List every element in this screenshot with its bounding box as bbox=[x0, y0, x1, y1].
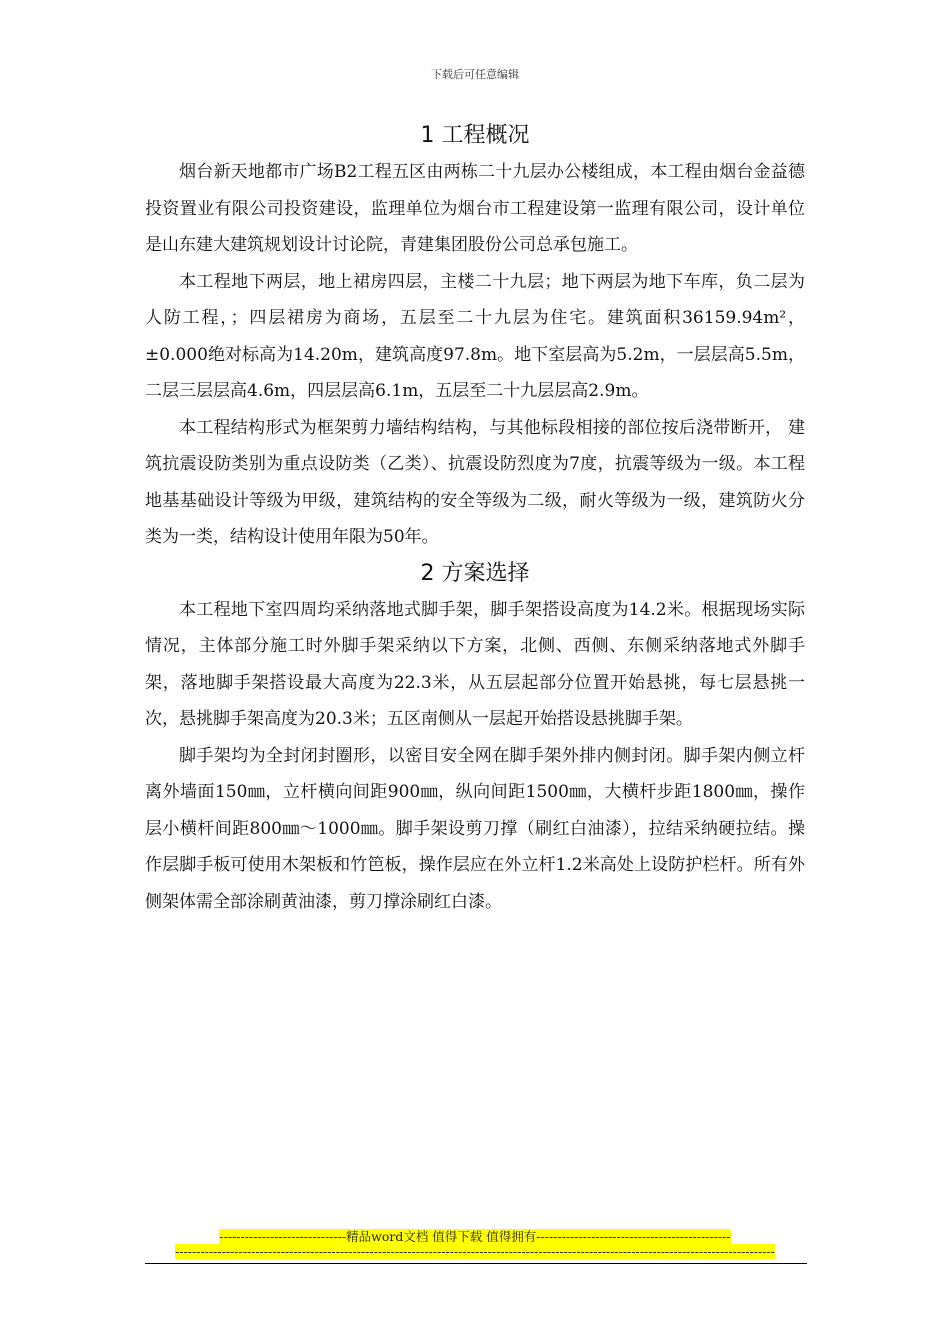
paragraph: 脚手架均为全封闭封圈形，以密目安全网在脚手架外排内侧封闭。脚手架内侧立杆离外墙面150㎜，立杆横向间距900㎜，纵向间距1500㎜，大横杆步距1800㎜，操作层小横杆间距800㎜～1000㎜。脚手架设剪刀撑（刷红白油漆），拉结采纳硬拉结。操作层脚手板可使用木架板和竹笆板，操作层应在外立杆1.2米高处上设防护栏杆。所有外侧架体需全部涂刷黄油漆，剪刀撑涂刷红白漆。 bbox=[145, 745, 805, 912]
paragraph: 本工程结构形式为框架剪力墙结构结构，与其他标段相接的部位按后浇带断开， 建筑抗震设防类别为重点设防类（乙类）、抗震设防烈度为7度，抗震等级为一级。本工程地基基础设计等级为甲级，建筑结构的安全等级为二级，耐火等级为一级，建筑防火分类为一类，结构设计使用年限为50年。 bbox=[145, 417, 805, 547]
footer-banner-dashes bbox=[0, 1244, 950, 1259]
section-title: 2 方案选择 bbox=[420, 560, 530, 586]
footer-banner-dash-line: ---------------------------------------------------------------------------------------------------------------------------------------------- bbox=[175, 1244, 775, 1259]
footer-banner bbox=[0, 1229, 950, 1244]
section-plan-selection bbox=[145, 556, 805, 921]
document-body bbox=[145, 118, 805, 920]
footer-banner-text: ------------------------------精品word文档 值得下载 值得拥有---------------------------------------------- bbox=[219, 1229, 731, 1244]
paragraph: 烟台新天地都市广场B2工程五区由两栋二十九层办公楼组成，本工程由烟台金益德投资置业有限公司投资建设，监理单位为烟台市工程建设第一监理有限公司，设计单位是山东建大建筑规划设计讨论院，青建集团股份公司总承包施工。 bbox=[145, 162, 805, 255]
footer-rule bbox=[145, 1263, 807, 1264]
page-header-note: 下载后可任意编辑 bbox=[431, 68, 519, 81]
paragraph: 本工程地下室四周均采纳落地式脚手架，脚手架搭设高度为14.2米。根据现场实际情况，主体部分施工时外脚手架采纳以下方案，北侧、西侧、东侧采纳落地式外脚手架，落地脚手架搭设最大高度为22.3米，从五层起部分位置开始悬挑，每七层悬挑一次，悬挑脚手架高度为20.3米；五区南侧从一层起开始搭设悬挑脚手架。 bbox=[145, 599, 805, 729]
paragraph: 本工程地下两层，地上裙房四层，主楼二十九层；地下两层为地下车库，负二层为人防工程，；四层裙房为商场，五层至二十九层为住宅。建筑面积36159.94m²，±0.000绝对标高为14.20m，建筑高度97.8m。地下室层高为5.2m，一层层高5.5m，二层三层层高4.6m，四层层高6.1m，五层至二十九层层高2.9m。 bbox=[145, 271, 805, 401]
section-project-overview bbox=[145, 118, 805, 556]
section-title: 1 工程概况 bbox=[420, 123, 530, 148]
